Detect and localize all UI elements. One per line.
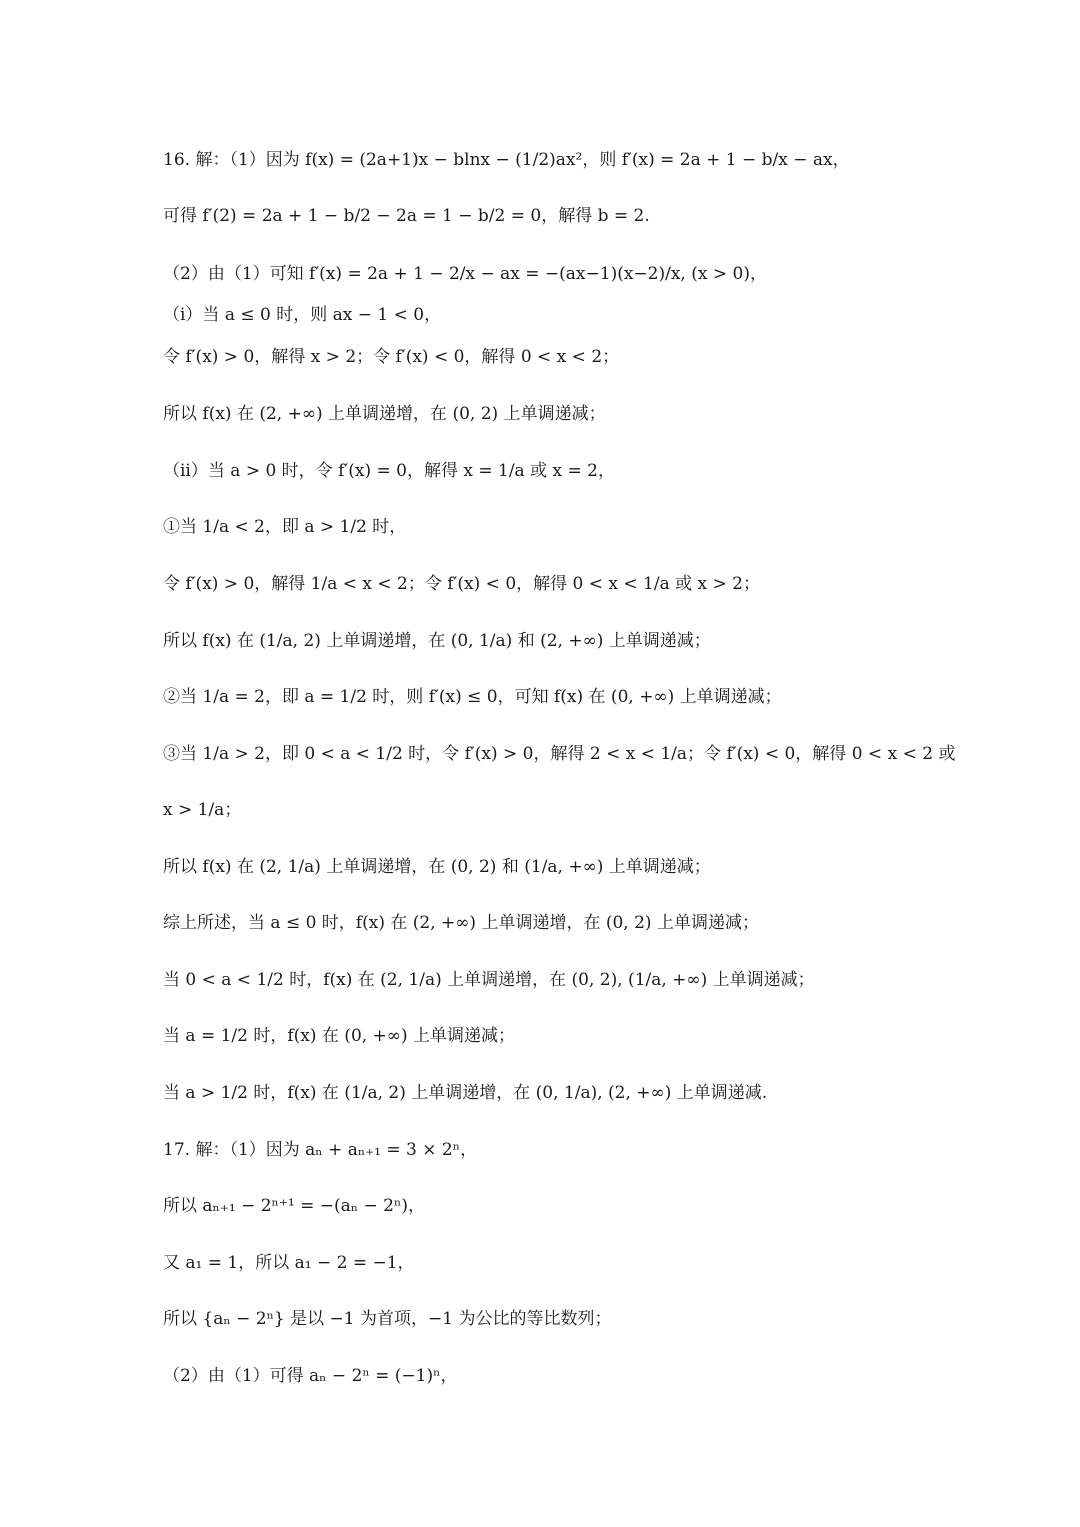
solution-line: 令 f′(x) > 0，解得 x > 2；令 f′(x) < 0，解得 0 < x < 2；: [163, 347, 620, 367]
solution-line: 所以 {aₙ − 2ⁿ} 是以 −1 为首项，−1 为公比的等比数列；: [163, 1309, 612, 1329]
solution-line: 可得 f′(2) = 2a + 1 − b/2 − 2a = 1 − b/2 = 0，解得 b = 2.: [163, 206, 650, 226]
solution-line: （i）当 a ≤ 0 时，则 ax − 1 < 0，: [163, 305, 442, 325]
solution-line: 当 a > 1/2 时，f(x) 在 (1/a, 2) 上单调递增，在 (0, 1/a), (2, +∞) 上单调递减.: [163, 1083, 768, 1103]
solution-line: 所以 f(x) 在 (1/a, 2) 上单调递增，在 (0, 1/a) 和 (2, +∞) 上单调递减；: [163, 631, 711, 651]
solution-line: （2）由（1）可得 aₙ − 2ⁿ = (−1)ⁿ，: [163, 1366, 458, 1386]
solution-line: 所以 aₙ₊₁ − 2ⁿ⁺¹ = −(aₙ − 2ⁿ)，: [163, 1196, 425, 1216]
solution-line: 当 0 < a < 1/2 时，f(x) 在 (2, 1/a) 上单调递增，在 (0, 2), (1/a, +∞) 上单调递减；: [163, 970, 815, 990]
solution-line: （2）由（1）可知 f′(x) = 2a + 1 − 2/x − ax = −(ax−1)(x−2)/x, (x > 0)，: [163, 264, 767, 284]
solution-line: 所以 f(x) 在 (2, 1/a) 上单调递增，在 (0, 2) 和 (1/a, +∞) 上单调递减；: [163, 857, 711, 877]
solution-line: 又 a₁ = 1，所以 a₁ − 2 = −1，: [163, 1253, 415, 1273]
solution-line: 16. 解：（1）因为 f(x) = (2a+1)x − blnx − (1/2)ax²，则 f′(x) = 2a + 1 − b/x − ax，: [163, 150, 850, 170]
solution-line: 令 f′(x) > 0，解得 1/a < x < 2；令 f′(x) < 0，解得 0 < x < 1/a 或 x > 2；: [163, 574, 760, 594]
solution-line: （ii）当 a > 0 时，令 f′(x) = 0，解得 x = 1/a 或 x = 2，: [163, 461, 615, 481]
solution-line: ①当 1/a < 2，即 a > 1/2 时，: [163, 517, 407, 537]
solution-line: 17. 解：（1）因为 aₙ + aₙ₊₁ = 3 × 2ⁿ，: [163, 1140, 478, 1160]
solution-line: ③当 1/a > 2，即 0 < a < 1/2 时，令 f′(x) > 0，解得 2 < x < 1/a；令 f′(x) < 0，解得 0 < x < 2 或: [163, 744, 956, 764]
solution-line: 所以 f(x) 在 (2, +∞) 上单调递增，在 (0, 2) 上单调递减；: [163, 404, 606, 424]
solution-line: x > 1/a；: [163, 800, 242, 820]
solution-line: 综上所述，当 a ≤ 0 时，f(x) 在 (2, +∞) 上单调递增，在 (0, 2) 上单调递减；: [163, 913, 759, 933]
solution-line: ②当 1/a = 2，即 a = 1/2 时，则 f′(x) ≤ 0，可知 f(x) 在 (0, +∞) 上单调递减；: [163, 687, 782, 707]
solution-line: 当 a = 1/2 时，f(x) 在 (0, +∞) 上单调递减；: [163, 1026, 516, 1046]
